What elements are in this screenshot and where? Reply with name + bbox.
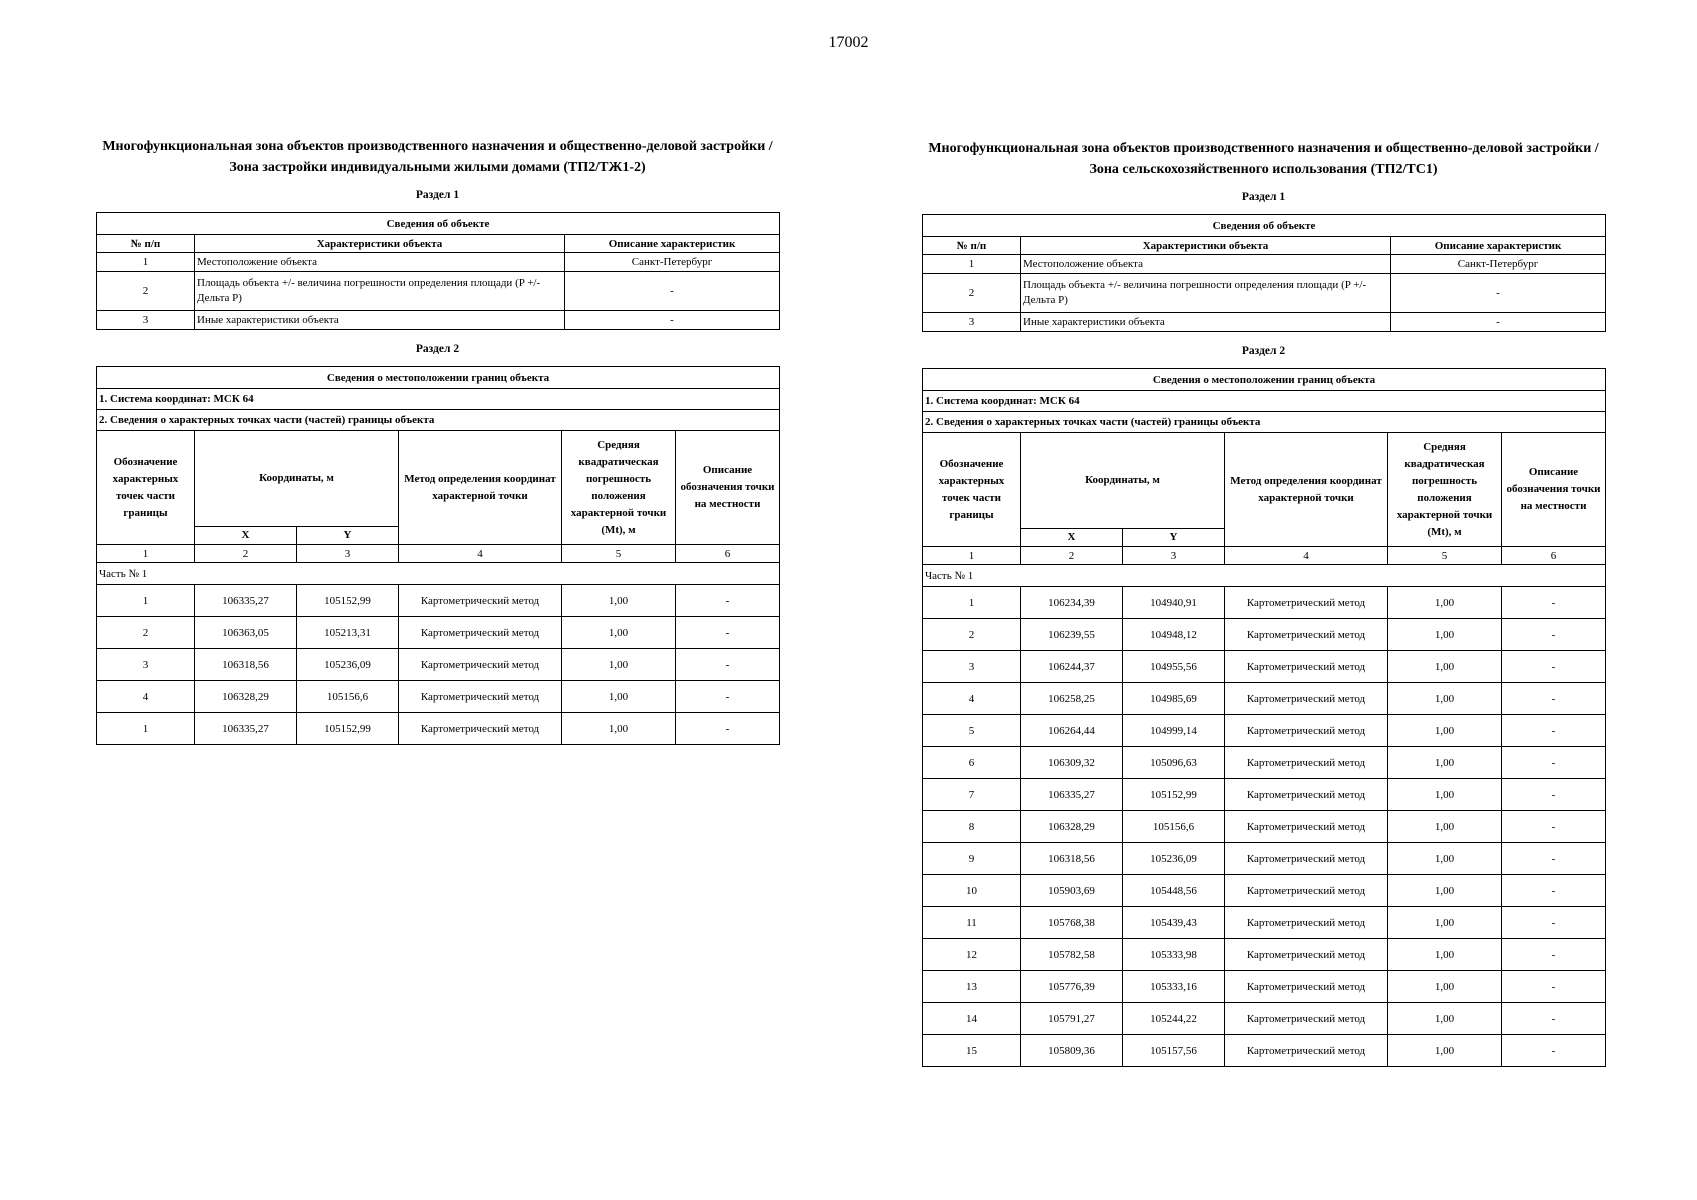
accuracy: 1,00 [1388,939,1502,971]
coord-y: 105156,6 [297,681,399,713]
points-caption: 2. Сведения о характерных точках части (частей) границы объекта [923,412,1606,433]
method: Картометрический метод [399,649,562,681]
table-row [923,779,1606,811]
characteristic-name: Местоположение объекта [1021,255,1391,274]
point-label: 13 [923,971,1021,1003]
point-description: - [1502,971,1606,1003]
coord-x: 106328,29 [1021,811,1123,843]
table-row [923,683,1606,715]
coord-x: 106363,05 [195,617,297,649]
doc-title: Многофункциональная зона объектов производственного назначения и общественно-деловой застройки / Зона застройки индивидуальными жилыми домами (ТП2/ТЖ1-2) [102,139,773,175]
coord-y: 105152,99 [297,585,399,617]
coord-x: 106328,29 [195,681,297,713]
characteristic-value: - [1391,313,1606,332]
point-description: - [1502,619,1606,651]
point-label: 4 [923,683,1021,715]
column-number: 1 [97,545,195,563]
header-method: Метод определения координат характерной точки [399,431,562,545]
point-description: - [1502,747,1606,779]
left-document [96,136,779,745]
characteristic-value: Санкт-Петербург [565,253,780,272]
accuracy: 1,00 [1388,907,1502,939]
table-row [923,875,1606,907]
boundary-table [96,366,780,745]
table-row [923,587,1606,619]
coord-x: 106309,32 [1021,747,1123,779]
coord-x: 105809,36 [1021,1035,1123,1067]
method: Картометрический метод [1225,811,1388,843]
point-label: 2 [97,617,195,649]
accuracy: 1,00 [562,681,676,713]
coord-x: 106318,56 [195,649,297,681]
section-1-heading: Раздел 1 [1241,191,1286,203]
method: Картометрический метод [1225,779,1388,811]
header-method: Метод определения координат характерной точки [1225,433,1388,547]
point-description: - [1502,587,1606,619]
column-number: 6 [1502,547,1606,565]
coord-y: 104948,12 [1123,619,1225,651]
coord-x: 106244,37 [1021,651,1123,683]
point-label: 15 [923,1035,1021,1067]
column-header: Описание характеристик [565,235,780,253]
header-x: X [195,527,297,545]
row-number: 1 [97,253,195,272]
coordinate-system: 1. Система координат: МСК 64 [97,389,780,410]
method: Картометрический метод [1225,651,1388,683]
method: Картометрический метод [1225,939,1388,971]
row-number: 2 [923,274,1021,313]
method: Картометрический метод [399,681,562,713]
row-number: 2 [97,272,195,311]
coord-x: 105768,38 [1021,907,1123,939]
coord-x: 106258,25 [1021,683,1123,715]
column-number: 3 [297,545,399,563]
table-row [923,747,1606,779]
coord-y: 105152,99 [1123,779,1225,811]
coord-x: 106335,27 [195,713,297,745]
right-document [922,138,1605,1067]
coord-y: 105333,98 [1123,939,1225,971]
characteristic-value: - [1391,274,1606,313]
table-row [97,585,780,617]
point-label: 14 [923,1003,1021,1035]
table-row [97,272,780,311]
point-description: - [676,681,780,713]
point-label: 1 [923,587,1021,619]
coord-y: 104955,56 [1123,651,1225,683]
coord-x: 106335,27 [1021,779,1123,811]
object-info-table [96,212,780,330]
section-2-heading: Раздел 2 [1241,345,1286,357]
coord-y: 104985,69 [1123,683,1225,715]
column-header: № п/п [923,237,1021,255]
accuracy: 1,00 [562,617,676,649]
accuracy: 1,00 [1388,683,1502,715]
coord-y: 105156,6 [1123,811,1225,843]
coord-x: 106264,44 [1021,715,1123,747]
coord-y: 105448,56 [1123,875,1225,907]
table-row [923,715,1606,747]
column-number: 4 [1225,547,1388,565]
header-point: Обозначение характерных точек части границы [97,431,195,545]
table-row [923,619,1606,651]
point-label: 3 [923,651,1021,683]
header-coordinates: Координаты, м [1021,433,1225,529]
point-label: 3 [97,649,195,681]
point-label: 5 [923,715,1021,747]
coord-y: 105439,43 [1123,907,1225,939]
accuracy: 1,00 [1388,747,1502,779]
table-row [923,971,1606,1003]
accuracy: 1,00 [562,585,676,617]
characteristic-name: Площадь объекта +/- величина погрешности определения площади (P +/- Дельта P) [195,272,565,311]
accuracy: 1,00 [1388,1003,1502,1035]
point-label: 2 [923,619,1021,651]
table-caption: Сведения о местоположении границ объекта [97,367,780,389]
table-row [923,1003,1606,1035]
point-description: - [1502,651,1606,683]
point-description: - [1502,875,1606,907]
coord-x: 106318,56 [1021,843,1123,875]
coord-y: 105236,09 [297,649,399,681]
method: Картометрический метод [1225,843,1388,875]
table-row [923,843,1606,875]
point-label: 8 [923,811,1021,843]
characteristic-value: - [565,272,780,311]
method: Картометрический метод [1225,747,1388,779]
page-number: 17002 [828,34,869,51]
point-label: 6 [923,747,1021,779]
accuracy: 1,00 [562,713,676,745]
header-coordinates: Координаты, м [195,431,399,527]
column-number: 5 [1388,547,1502,565]
characteristic-value: Санкт-Петербург [1391,255,1606,274]
table-row [923,274,1606,313]
point-label: 11 [923,907,1021,939]
table-row [923,313,1606,332]
coord-y: 104940,91 [1123,587,1225,619]
row-number: 3 [923,313,1021,332]
object-info-table [922,214,1606,332]
coord-x: 105791,27 [1021,1003,1123,1035]
boundary-table [922,368,1606,1067]
coord-y: 104999,14 [1123,715,1225,747]
coord-y: 105333,16 [1123,971,1225,1003]
table-row [923,811,1606,843]
row-number: 1 [923,255,1021,274]
point-label: 4 [97,681,195,713]
column-numbers-row [923,547,1606,565]
header-point: Обозначение характерных точек части границы [923,433,1021,547]
coord-x: 105776,39 [1021,971,1123,1003]
column-number: 3 [1123,547,1225,565]
part-label: Часть № 1 [923,565,1606,587]
table-caption: Сведения о местоположении границ объекта [923,369,1606,391]
accuracy: 1,00 [1388,971,1502,1003]
header-description: Описание обозначения точки на местности [676,431,780,545]
point-description: - [1502,715,1606,747]
point-description: - [1502,1003,1606,1035]
method: Картометрический метод [1225,619,1388,651]
column-number: 5 [562,545,676,563]
row-number: 3 [97,311,195,330]
header-y: Y [297,527,399,545]
characteristic-name: Местоположение объекта [195,253,565,272]
point-description: - [676,649,780,681]
section-2-heading: Раздел 2 [415,343,460,355]
table-row [97,311,780,330]
method: Картометрический метод [1225,875,1388,907]
column-number: 4 [399,545,562,563]
coord-y: 105236,09 [1123,843,1225,875]
point-label: 7 [923,779,1021,811]
table-caption: Сведения об объекте [97,213,780,235]
table-row [97,681,780,713]
table-row [923,907,1606,939]
point-label: 1 [97,585,195,617]
table-row [923,255,1606,274]
point-description: - [1502,907,1606,939]
column-header: Характеристики объекта [1021,237,1391,255]
header-x: X [1021,529,1123,547]
point-description: - [676,713,780,745]
accuracy: 1,00 [1388,715,1502,747]
point-label: 1 [97,713,195,745]
method: Картометрический метод [1225,1003,1388,1035]
column-header: № п/п [97,235,195,253]
part-label: Часть № 1 [97,563,780,585]
accuracy: 1,00 [1388,875,1502,907]
point-label: 12 [923,939,1021,971]
point-description: - [676,585,780,617]
table-row [923,651,1606,683]
coord-x: 105782,58 [1021,939,1123,971]
section-1-heading: Раздел 1 [415,189,460,201]
coord-x: 106239,55 [1021,619,1123,651]
characteristic-value: - [565,311,780,330]
point-description: - [1502,811,1606,843]
method: Картометрический метод [1225,715,1388,747]
accuracy: 1,00 [1388,779,1502,811]
accuracy: 1,00 [562,649,676,681]
header-y: Y [1123,529,1225,547]
method: Картометрический метод [399,585,562,617]
column-header: Характеристики объекта [195,235,565,253]
table-caption: Сведения об объекте [923,215,1606,237]
coord-y: 105096,63 [1123,747,1225,779]
coord-y: 105152,99 [297,713,399,745]
method: Картометрический метод [1225,587,1388,619]
table-row [923,1035,1606,1067]
point-description: - [1502,1035,1606,1067]
doc-title: Многофункциональная зона объектов производственного назначения и общественно-деловой застройки / Зона сельскохозяйственного использования (ТП2/ТС1) [928,141,1599,177]
header-description: Описание обозначения точки на местности [1502,433,1606,547]
point-description: - [1502,843,1606,875]
table-row [97,649,780,681]
points-caption: 2. Сведения о характерных точках части (частей) границы объекта [97,410,780,431]
method: Картометрический метод [1225,683,1388,715]
accuracy: 1,00 [1388,651,1502,683]
method: Картометрический метод [399,617,562,649]
coord-x: 106234,39 [1021,587,1123,619]
table-row [97,713,780,745]
coord-y: 105157,56 [1123,1035,1225,1067]
column-number: 2 [1021,547,1123,565]
accuracy: 1,00 [1388,843,1502,875]
coord-y: 105244,22 [1123,1003,1225,1035]
table-row [97,253,780,272]
method: Картометрический метод [1225,1035,1388,1067]
coord-x: 106335,27 [195,585,297,617]
point-description: - [1502,779,1606,811]
column-numbers-row [97,545,780,563]
column-number: 6 [676,545,780,563]
method: Картометрический метод [1225,971,1388,1003]
column-number: 2 [195,545,297,563]
table-row [97,617,780,649]
characteristic-name: Иные характеристики объекта [1021,313,1391,332]
point-description: - [1502,939,1606,971]
table-row [923,939,1606,971]
column-number: 1 [923,547,1021,565]
accuracy: 1,00 [1388,587,1502,619]
column-header: Описание характеристик [1391,237,1606,255]
characteristic-name: Площадь объекта +/- величина погрешности определения площади (P +/- Дельта P) [1021,274,1391,313]
coord-y: 105213,31 [297,617,399,649]
point-description: - [676,617,780,649]
point-label: 10 [923,875,1021,907]
accuracy: 1,00 [1388,619,1502,651]
characteristic-name: Иные характеристики объекта [195,311,565,330]
coordinate-system: 1. Система координат: МСК 64 [923,391,1606,412]
point-description: - [1502,683,1606,715]
accuracy: 1,00 [1388,811,1502,843]
method: Картометрический метод [1225,907,1388,939]
coord-x: 105903,69 [1021,875,1123,907]
header-accuracy: Средняя квадратическая погрешность положения характерной точки (Mt), м [1388,433,1502,547]
method: Картометрический метод [399,713,562,745]
header-accuracy: Средняя квадратическая погрешность положения характерной точки (Mt), м [562,431,676,545]
point-label: 9 [923,843,1021,875]
accuracy: 1,00 [1388,1035,1502,1067]
